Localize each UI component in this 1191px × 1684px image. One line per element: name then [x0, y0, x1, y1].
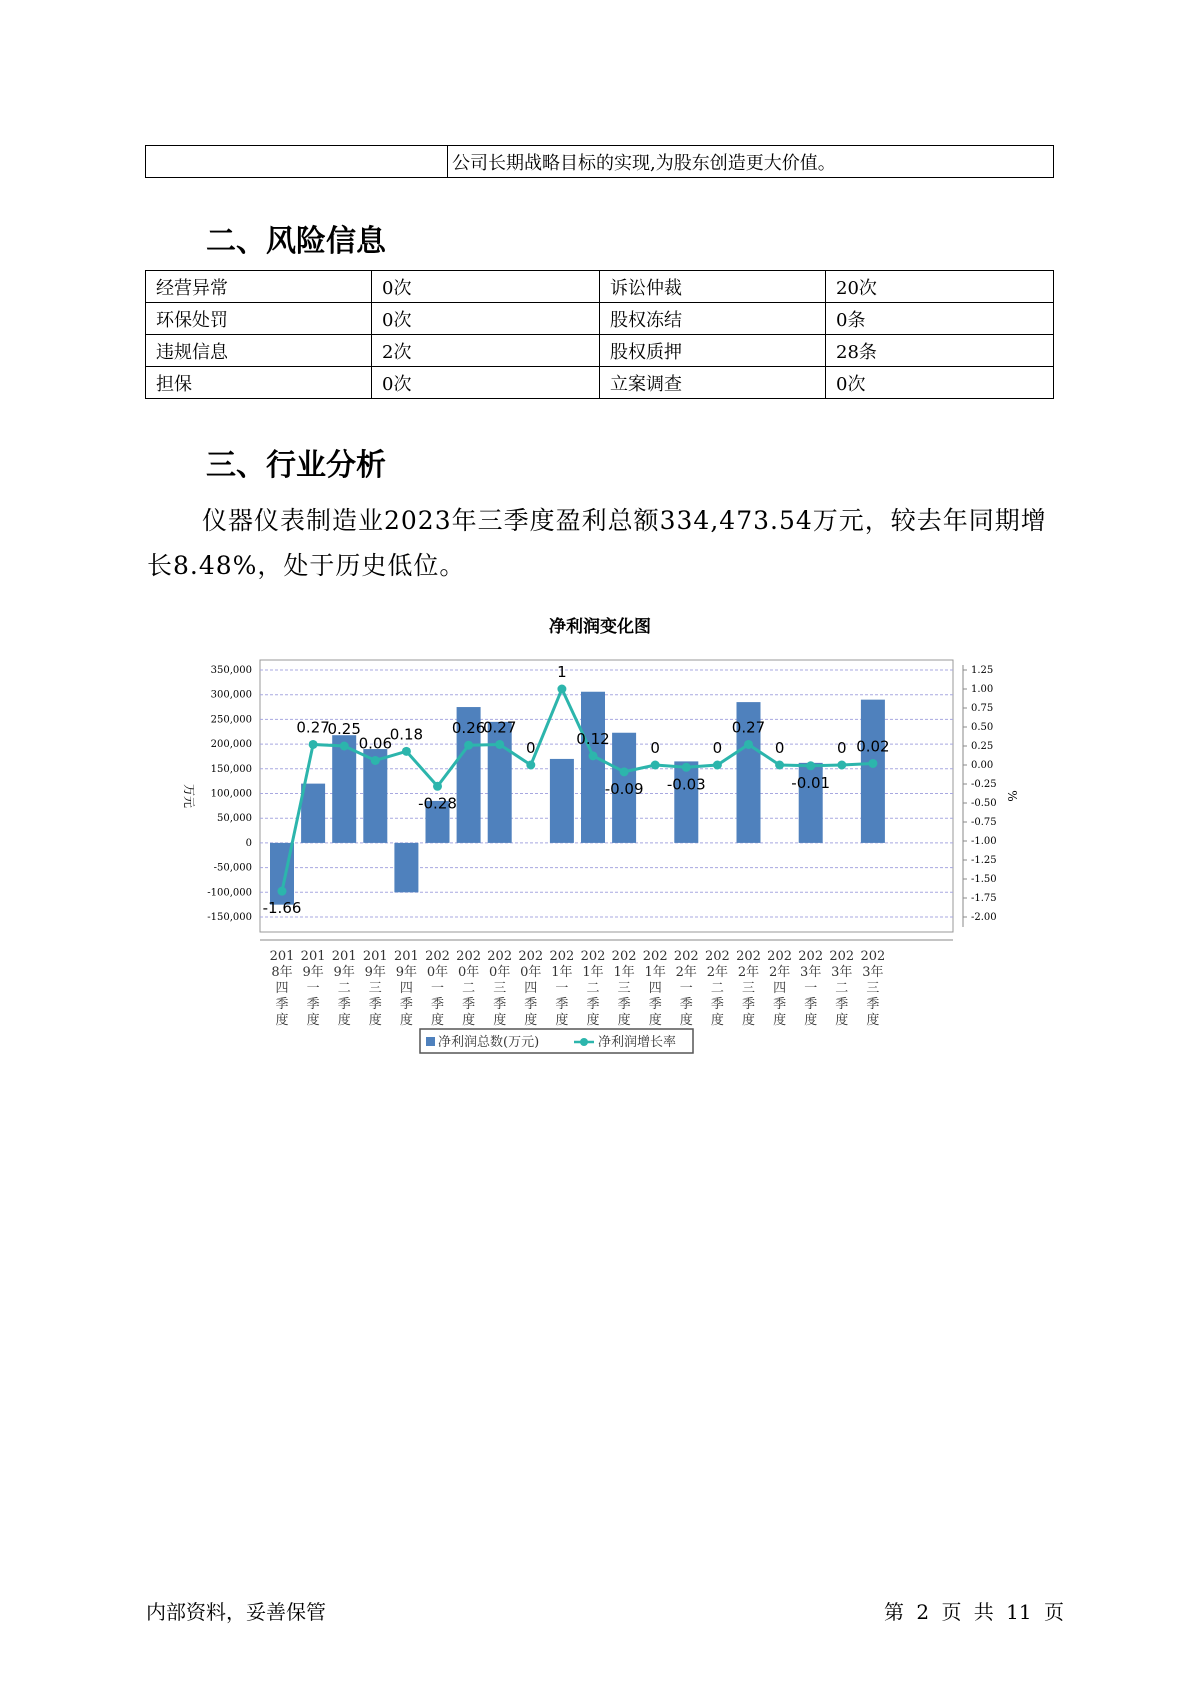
risk-cell-label1: 环保处罚: [146, 303, 372, 335]
risk-cell-value1: 2次: [372, 335, 600, 367]
legend-bar-label: 净利润总数(万元): [438, 1035, 540, 1050]
y2-tick-label: -1.75: [971, 893, 997, 904]
data-label: 0.06: [358, 734, 393, 753]
growth-point: [495, 740, 504, 749]
risk-cell-label2: 诉讼仲裁: [600, 271, 826, 303]
growth-point: [464, 741, 473, 750]
y2-tick-label: 0.50: [971, 722, 994, 733]
legend-line-label: 净利润增长率: [598, 1035, 677, 1050]
x-tick-label: 201 9年三季度: [362, 949, 388, 1028]
top-table-right-cell: 公司长期战略目标的实现,为股东创造更大价值。: [448, 146, 1054, 178]
x-tick-label: 202 1年四季度: [642, 949, 668, 1028]
net-profit-chart: [170, 610, 1070, 1070]
x-tick-label: 202 2年二季度: [704, 949, 730, 1028]
data-label: -0.01: [791, 773, 831, 792]
data-label: 0: [712, 739, 723, 757]
x-tick-label: 201 9年一季度: [300, 949, 326, 1028]
risk-cell-value1: 0次: [372, 367, 600, 399]
y2-tick-label: -0.25: [971, 779, 997, 790]
risk-cell-label2: 股权冻结: [600, 303, 826, 335]
y-tick-label: -100,000: [207, 887, 252, 899]
y-tick-label: 300,000: [210, 689, 252, 701]
growth-point: [651, 761, 660, 770]
growth-point: [837, 761, 846, 770]
x-tick-label: 201 9年二季度: [331, 949, 357, 1028]
risk-cell-value1: 0次: [372, 303, 600, 335]
y-tick-label: 200,000: [210, 739, 252, 751]
growth-point: [806, 761, 815, 770]
x-tick-label: 201 8年四季度: [269, 949, 295, 1028]
bar: [581, 692, 605, 843]
top-table: [145, 145, 1054, 178]
y2-tick-label: -1.50: [971, 874, 997, 885]
x-tick-label: 202 2年四季度: [767, 949, 793, 1028]
bar: [861, 700, 885, 843]
chart-title: 净利润变化图: [549, 617, 651, 637]
x-tick-label: 201 9年四季度: [393, 949, 419, 1028]
table-row: [146, 271, 1054, 303]
growth-point: [713, 761, 722, 770]
y-tick-label: -50,000: [213, 862, 252, 874]
x-tick-label: 202 1年三季度: [611, 949, 637, 1028]
data-label: 1: [557, 663, 567, 681]
data-label: 0.12: [576, 729, 610, 748]
data-label: 0: [837, 739, 847, 757]
risk-cell-value2: 0条: [826, 303, 1054, 335]
x-tick-label: 202 0年一季度: [425, 949, 450, 1028]
bar: [674, 761, 698, 843]
growth-point: [402, 747, 411, 756]
risk-heading: 二、风险信息: [206, 224, 386, 259]
growth-point: [340, 742, 349, 751]
x-tick-label: 202 2年一季度: [673, 949, 699, 1028]
growth-point: [868, 759, 877, 768]
x-tick-label: 202 3年三季度: [860, 949, 886, 1028]
growth-point: [682, 763, 691, 772]
x-tick-label: 202 1年二季度: [580, 949, 606, 1028]
y2-axis-label: %: [1005, 790, 1019, 802]
y2-tick-label: 0.25: [971, 741, 994, 752]
y2-tick-label: 1.00: [971, 684, 994, 695]
growth-point: [526, 761, 535, 770]
data-label: 0.25: [327, 720, 361, 738]
data-label: 0.27: [296, 718, 330, 737]
industry-paragraph: 仪器仪表制造业2023年三季度盈利总额334,473.54万元，较去年同期增长8.48%，处于历史低位。: [147, 506, 1047, 580]
data-label: 0.18: [389, 725, 424, 744]
y2-tick-label: -1.25: [971, 855, 997, 866]
table-row: [146, 303, 1054, 335]
y2-tick-label: -0.75: [971, 817, 997, 828]
x-tick-label: 202 0年二季度: [456, 949, 482, 1028]
risk-cell-label1: 担保: [146, 367, 372, 399]
y2-tick-label: 0.75: [971, 703, 994, 714]
footer-note: 内部资料，妥善保管: [146, 1600, 326, 1624]
page-number: 第 2 页 共 11 页: [884, 1600, 1064, 1624]
x-tick-label: 202 2年三季度: [736, 949, 761, 1028]
y-tick-label: 150,000: [210, 763, 252, 775]
y-tick-label: -150,000: [207, 912, 252, 923]
bar: [550, 759, 574, 843]
growth-point: [557, 685, 566, 694]
growth-point: [620, 767, 629, 776]
growth-point: [371, 756, 380, 765]
growth-point: [744, 740, 753, 749]
x-tick-label: 202 1年一季度: [549, 949, 575, 1028]
industry-heading: 三、行业分析: [206, 448, 386, 483]
data-label: -0.03: [666, 775, 706, 794]
data-label: 0.27: [731, 718, 766, 737]
data-label: 0.27: [482, 718, 517, 737]
risk-table: [145, 270, 1054, 399]
data-label: -0.09: [604, 779, 644, 798]
risk-cell-value1: 0次: [372, 271, 600, 303]
y-tick-label: 100,000: [210, 788, 252, 800]
data-label: 0: [526, 739, 536, 757]
y-tick-label: 250,000: [210, 714, 252, 726]
y-axis-label: 万元: [182, 783, 196, 809]
x-tick-label: 202 3年二季度: [829, 949, 855, 1028]
growth-point: [433, 782, 442, 791]
data-label: 0: [774, 739, 785, 757]
table-row: [146, 146, 1054, 178]
risk-cell-value2: 0次: [826, 367, 1054, 399]
y2-tick-label: -2.00: [971, 912, 997, 923]
legend-line-marker: [580, 1038, 588, 1046]
risk-cell-label1: 违规信息: [146, 335, 372, 367]
x-tick-label: 202 3年一季度: [798, 949, 824, 1028]
data-label: -0.28: [418, 794, 457, 813]
growth-point: [309, 740, 318, 749]
data-label: 0.02: [856, 737, 890, 756]
y2-tick-label: 0.00: [971, 760, 994, 771]
top-table-left-cell: [146, 146, 448, 178]
y-tick-label: 50,000: [217, 813, 252, 825]
growth-point: [589, 751, 598, 760]
risk-cell-label2: 股权质押: [600, 335, 826, 367]
data-label: 0.26: [451, 719, 486, 738]
bar: [394, 843, 418, 892]
y2-tick-label: 1.25: [971, 665, 994, 676]
y-tick-label: 0: [245, 837, 252, 849]
bar: [301, 784, 325, 843]
risk-cell-value2: 28条: [826, 335, 1054, 367]
table-row: [146, 367, 1054, 399]
risk-cell-label2: 立案调查: [600, 367, 826, 399]
risk-cell-value2: 20次: [826, 271, 1054, 303]
y-tick-label: 350,000: [210, 665, 252, 676]
growth-point: [775, 761, 784, 770]
growth-point: [278, 887, 287, 896]
data-label: -1.66: [262, 899, 302, 918]
table-row: [146, 335, 1054, 367]
x-tick-label: 202 0年三季度: [487, 949, 513, 1028]
legend-bar-swatch: [426, 1037, 435, 1046]
y2-tick-label: -0.50: [971, 798, 997, 809]
y2-tick-label: -1.00: [971, 836, 997, 847]
data-label: 0: [650, 739, 660, 757]
risk-cell-label1: 经营异常: [146, 271, 372, 303]
x-tick-label: 202 0年四季度: [518, 949, 544, 1028]
